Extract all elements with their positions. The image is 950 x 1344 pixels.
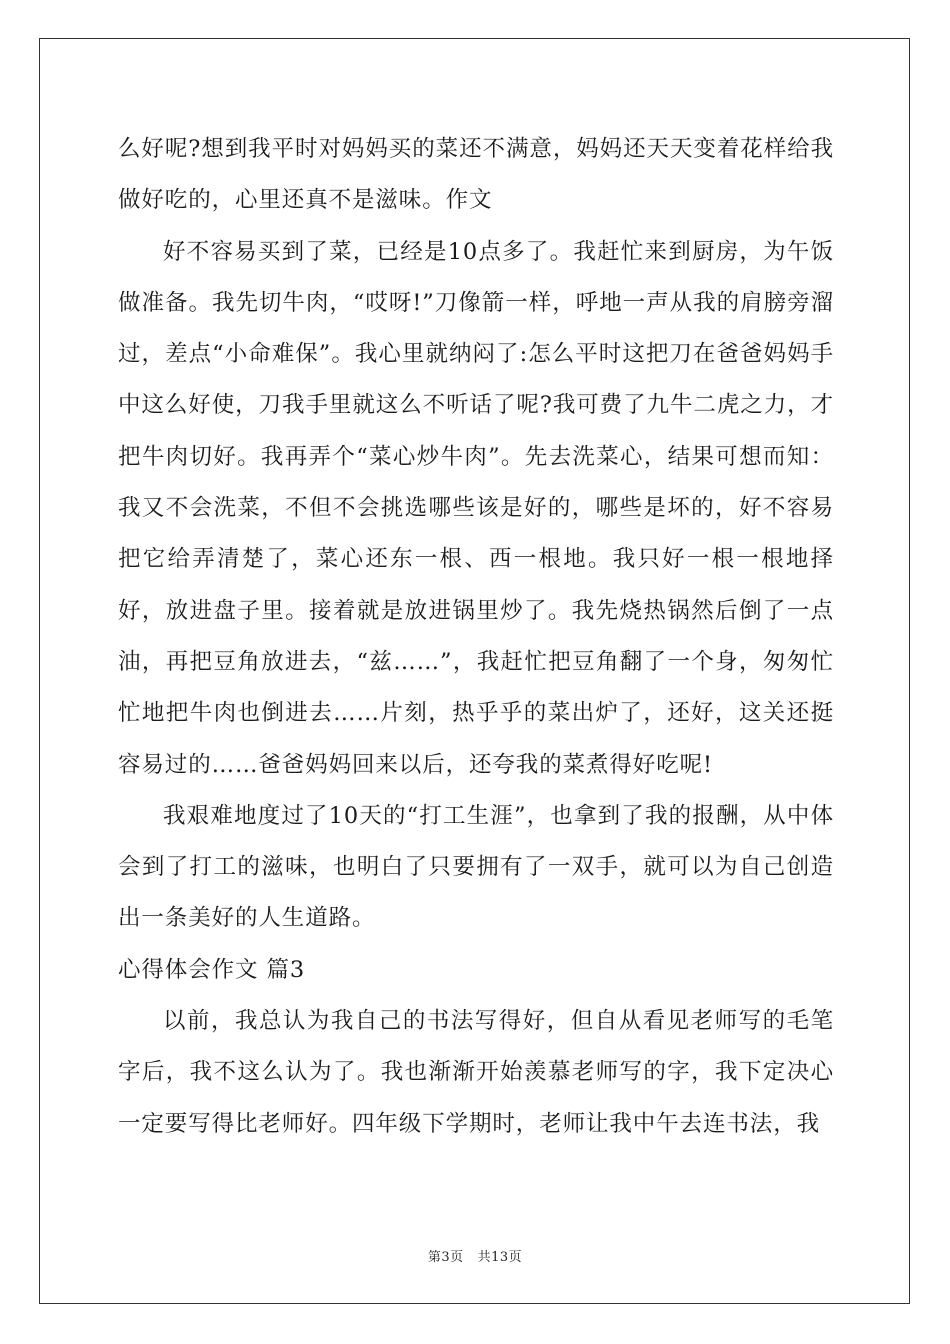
- paragraph-continuation: 么好呢?想到我平时对妈妈买的菜还不满意，妈妈还天天变着花样给我做好吃的，心里还真不是滋味。作文: [118, 136, 834, 214]
- document-body: [118, 124, 834, 1150]
- page-total: 共13页: [477, 1250, 523, 1265]
- page-number: 第3页: [427, 1250, 464, 1265]
- paragraph-calligraphy: 以前，我总认为我自己的书法写得好，但自从看见老师写的毛笔字后，我不这么认为了。我也渐渐开始羡慕老师写的字，我下定决心一定要写得比老师好。四年级下学期时，老师让我中午去连书法，我: [118, 1008, 834, 1137]
- paragraph-cooking: 好不容易买到了菜，已经是10点多了。我赶忙来到厨房，为午饭做准备。我先切牛肉，“哎呀!”刀像箭一样，呼地一声从我的肩膀旁溜过，差点“小命难保”。我心里就纳闷了:怎么平时这把刀在爸爸妈妈手中这么好使，刀我手里就这么不听话了呢?我可费了九牛二虎之力，才把牛肉切好。我再弄个“菜心炒牛肉”。先去洗菜心，结果可想而知：我又不会洗菜，不但不会挑选哪些该是好的，哪些是坏的，好不容易把它给弄清楚了，菜心还东一根、西一根地。我只好一根一根地择好，放进盘子里。接着就是放进锅里炒了。我先烧热锅然后倒了一点油，再把豆角放进去，“兹……”，我赶忙把豆角翻了一个身，匆匆忙忙地把牛肉也倒进去……片刻，热乎乎的菜出炉了，还好，这关还挺容易过的……爸爸妈妈回来以后，还夸我的菜煮得好吃呢!: [118, 238, 834, 778]
- page-footer: [0, 1246, 950, 1265]
- paragraph-conclusion: 我艰难地度过了10天的“打工生涯”，也拿到了我的报酬，从中体会到了打工的滋味，也明白了只要拥有了一双手，就可以为自己创造出一条美好的人生道路。: [118, 802, 834, 932]
- section-heading: 心得体会作文 篇3: [118, 956, 306, 983]
